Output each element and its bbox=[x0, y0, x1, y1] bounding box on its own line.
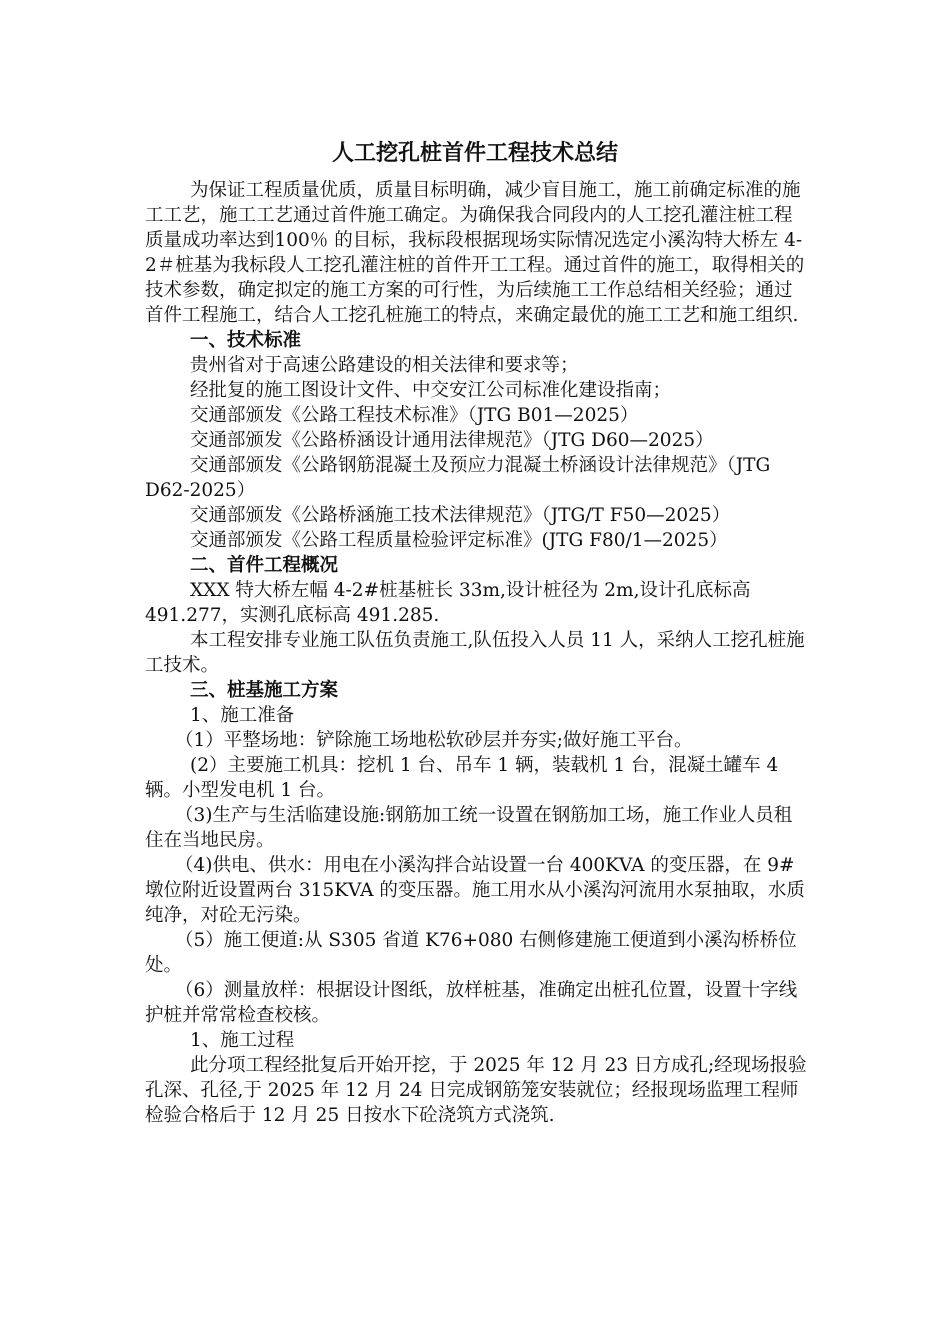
standard-item: 交通部颁发《公路桥涵设计通用法律规范》（JTG D60—2025） bbox=[190, 430, 714, 451]
prep-item: （5）施工便道:从 S305 省道 K76+080 右侧修建施工便道到小溪沟桥桥位处。 bbox=[145, 930, 797, 976]
standard-item: 交通部颁发《公路工程质量检验评定标准》(JTG F80/1—2025） bbox=[190, 530, 728, 551]
standard-item: 贵州省对于高速公路建设的相关法律和要求等； bbox=[190, 355, 579, 376]
standard-item: 经批复的施工图设计文件、中交安江公司标准化建设指南； bbox=[190, 380, 672, 401]
section-heading-standards: 一、技术标准 bbox=[190, 330, 302, 351]
prep-item: （1）平整场地：铲除施工场地松软砂层并夯实;做好施工平台。 bbox=[175, 730, 693, 751]
overview-paragraph: 本工程安排专业施工队伍负责施工,队伍投入人员 11 人，采纳人工挖孔桩施工技术。 bbox=[145, 630, 805, 676]
intro-paragraph: 为保证工程质量优质，质量目标明确，减少盲目施工，施工前确定标准的施工工艺，施工工艺通过首件施工确定。为确保我合同段内的人工挖孔灌注桩工程质量成功率达到100％ 的目标，我标段根据现场实际情况选定小溪沟特大桥左 4-2＃桩基为我标段人工挖孔灌注桩的首件开工工程。通过首件的施工，取得相关的技术参数，确定拟定的施工方案的可行性，为后续施工工作总结相关经验；通过首件工程施工，结合人工挖孔桩施工的特点，来确定最优的施工工艺和施工组织. bbox=[145, 180, 805, 326]
standard-item: 交通部颁发《公路钢筋混凝土及预应力混凝土桥涵设计法律规范》（JTG D62-2025） bbox=[145, 455, 771, 501]
standard-item: 交通部颁发《公路工程技术标准》（JTG B01—2025） bbox=[190, 405, 639, 426]
process-paragraph: 此分项工程经批复后开始开挖，于 2025 年 12 月 23 日方成孔;经现场报验孔深、孔径,于 2025 年 12 月 24 日完成钢筋笼安装就位；经报现场监理工程师检验合格后于 12 月 25 日按水下砼浇筑方式浇筑. bbox=[145, 1055, 807, 1126]
prep-item: （3)生产与生活临建设施:钢筋加工统一设置在钢筋加工场，施工作业人员租住在当地民房。 bbox=[145, 805, 793, 851]
overview-paragraph: XXX 特大桥左幅 4-2#桩基桩长 33m,设计桩径为 2m,设计孔底标高 491.277，实测孔底标高 491.285. bbox=[145, 580, 751, 626]
standard-item: 交通部颁发《公路桥涵施工技术法律规范》（JTG/T F50—2025） bbox=[190, 505, 731, 526]
prep-item: （4)供电、供水：用电在小溪沟拌合站设置一台 400KVA 的变压器，在 9#墩位附近设置两台 315KVA 的变压器。施工用水从小溪沟河流用水泵抽取，水质纯净，对砼无污染。 bbox=[145, 855, 805, 926]
document-body bbox=[145, 178, 810, 1128]
prep-item: （6）测量放样：根据设计图纸，放样桩基，准确定出桩孔位置，设置十字线护桩并常常检查校核。 bbox=[145, 980, 798, 1026]
subheading-process: 1、施工过程 bbox=[190, 1030, 295, 1051]
page-title: 人工挖孔桩首件工程技术总结 bbox=[331, 141, 618, 166]
section-heading-overview: 二、首件工程概况 bbox=[190, 555, 339, 576]
subheading-preparation: 1、施工准备 bbox=[190, 705, 295, 726]
section-heading-plan: 三、桩基施工方案 bbox=[190, 680, 339, 701]
prep-item: (2）主要施工机具：挖机 1 台、吊车 1 辆，装载机 1 台，混凝土罐车 4 辆。小型发电机 1 台。 bbox=[145, 755, 779, 801]
